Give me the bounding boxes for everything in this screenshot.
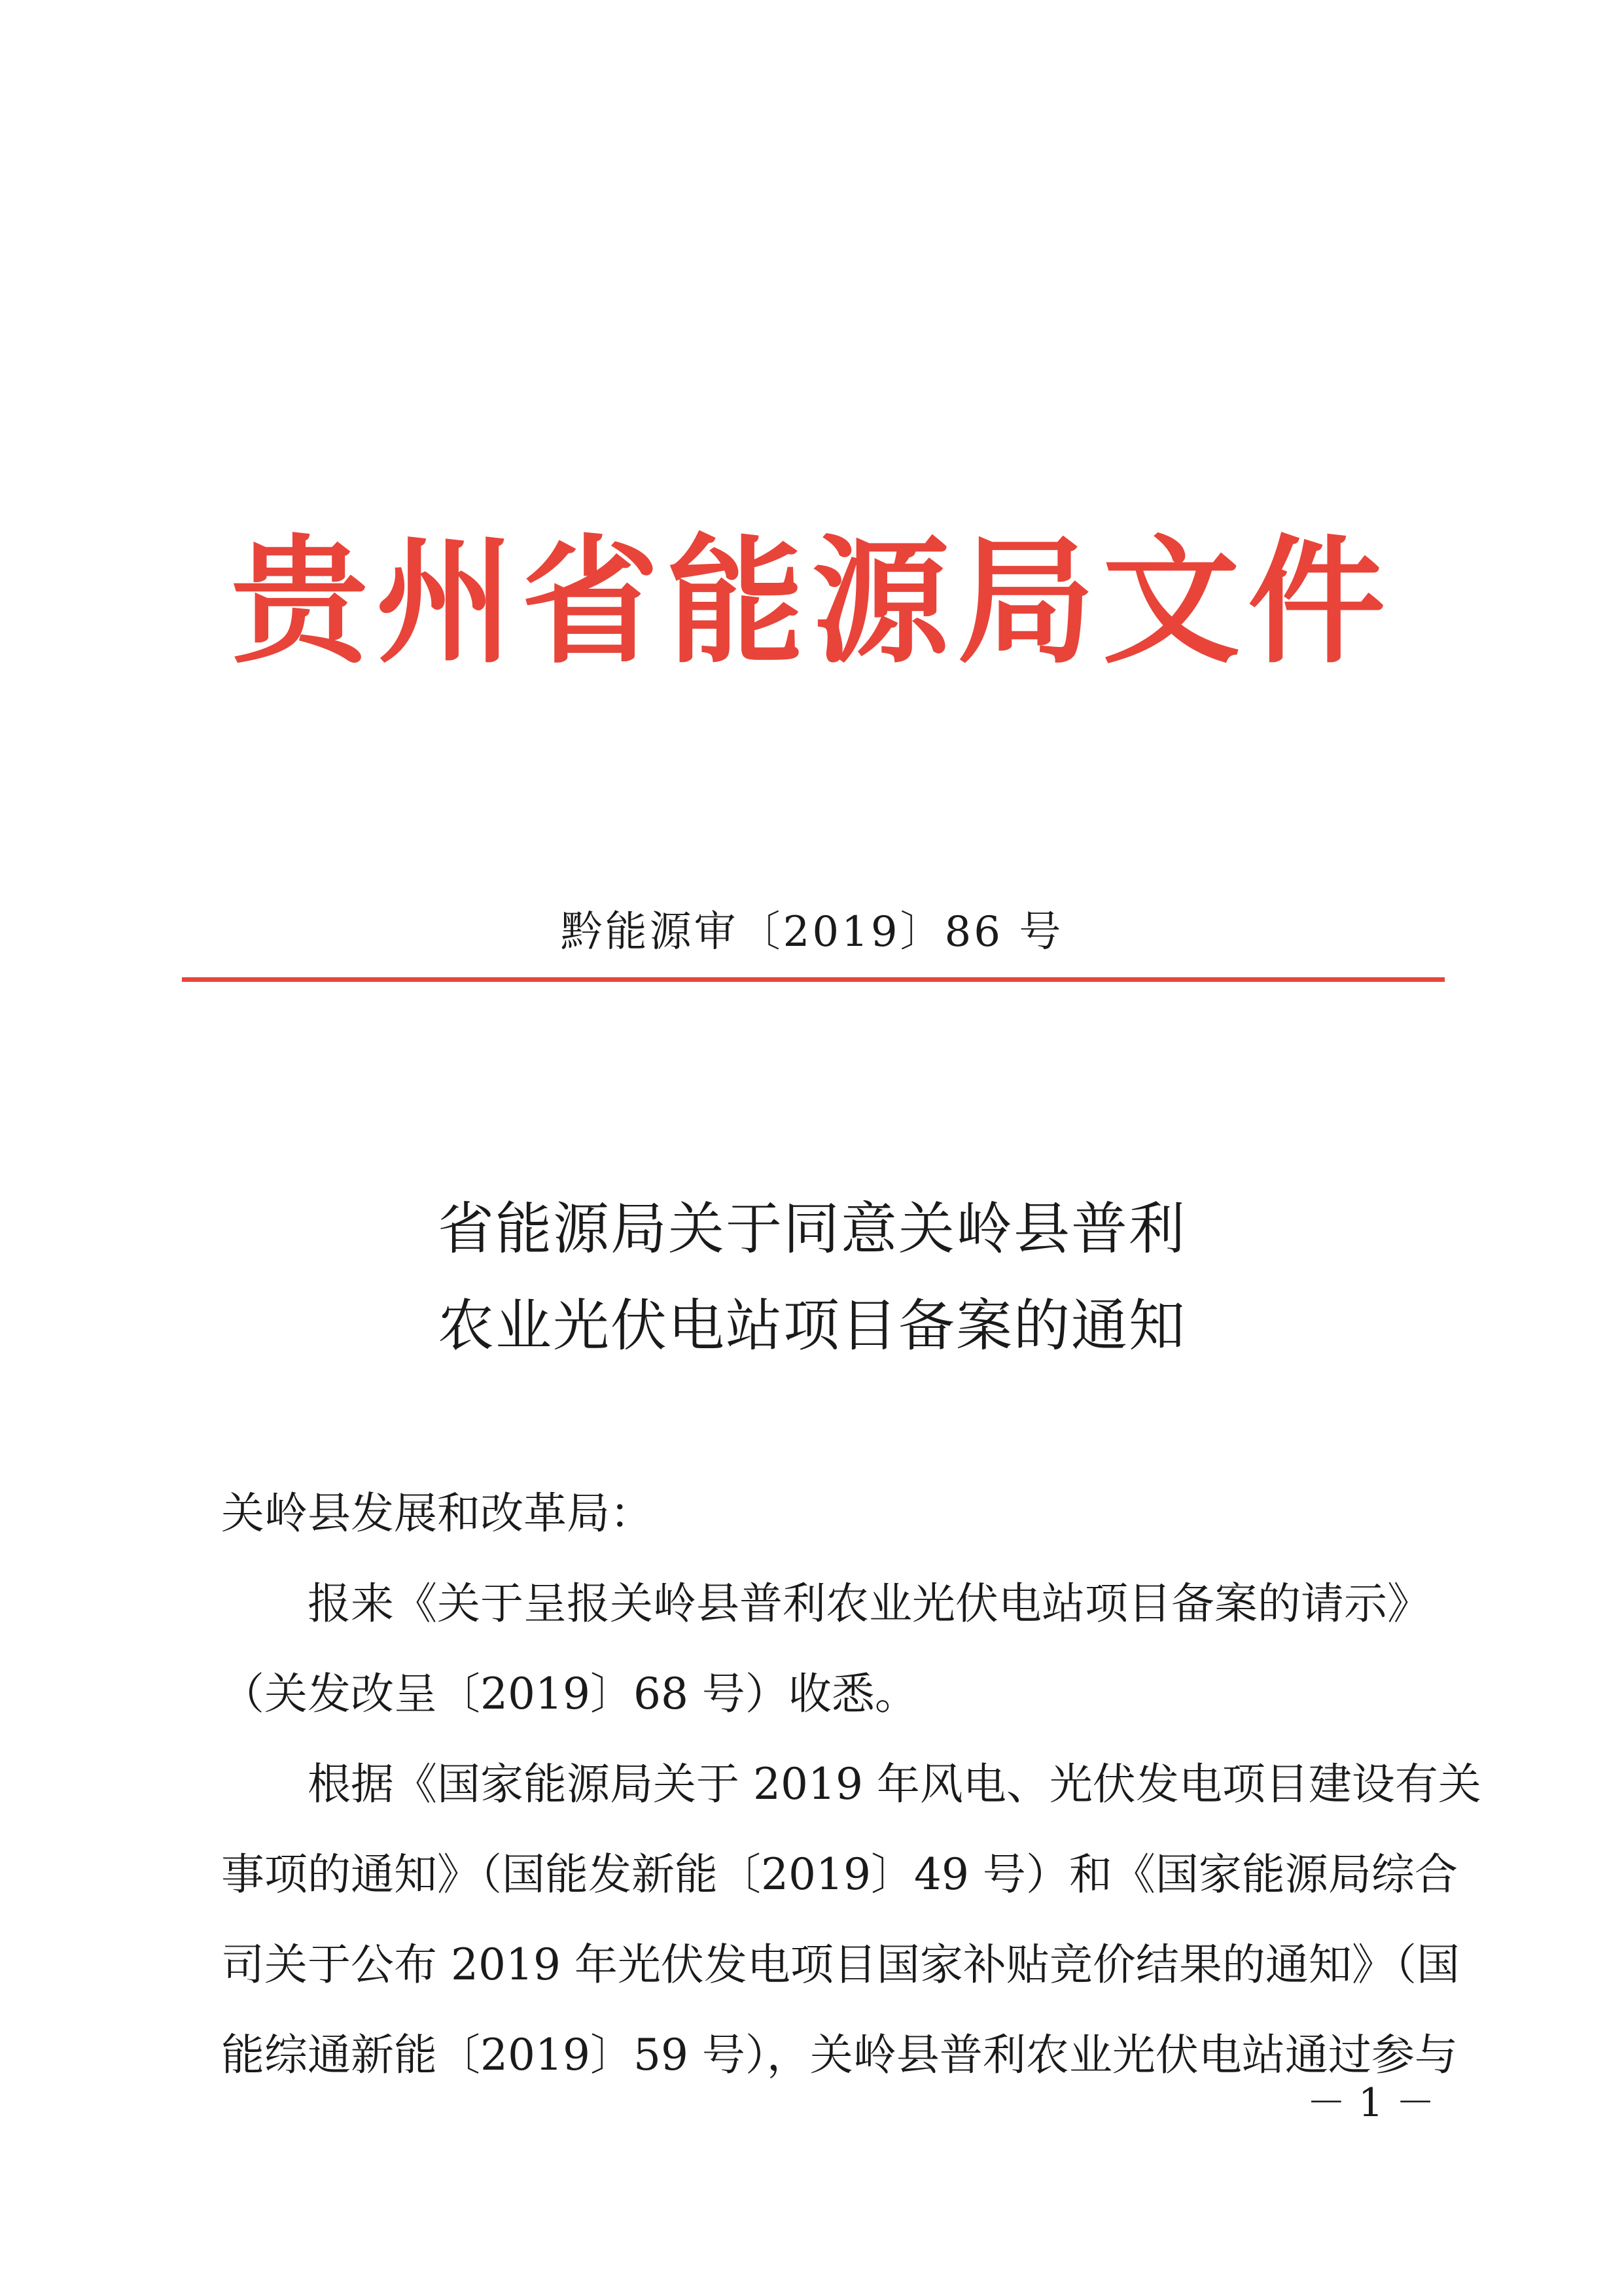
- notice-body: [221, 1469, 1481, 2100]
- notice-title-line-2: 农业光伏电站项目备案的通知: [438, 1293, 1186, 1359]
- body-line-3: 根据《国家能源局关于 2019 年风电、光伏发电项目建设有关: [308, 1759, 1481, 1809]
- notice-title: [0, 1181, 1624, 1374]
- body-line-4: 事项的通知》（国能发新能〔2019〕49 号）和《国家能源局综合: [221, 1849, 1458, 1900]
- body-line-6: 能综通新能〔2019〕59 号），关岭县普利农业光伏电站通过参与: [221, 2030, 1458, 2080]
- page-number: － 1 －: [1306, 2080, 1436, 2126]
- addressee: 关岭县发展和改革局：: [221, 1488, 653, 1539]
- body-line-5: 司关于公布 2019 年光伏发电项目国家补贴竞价结果的通知》（国: [221, 1939, 1460, 1990]
- agency-header-title: 贵州省能源局文件: [230, 521, 1393, 682]
- document-number: 黔能源审〔2019〕86 号: [560, 908, 1064, 956]
- body-line-1: 报来《关于呈报关岭县普利农业光伏电站项目备案的请示》: [308, 1578, 1430, 1629]
- body-line-2: （关发改呈〔2019〕68 号）收悉。: [221, 1669, 918, 1719]
- notice-title-line-1: 省能源局关于同意关岭县普利: [438, 1196, 1186, 1262]
- red-divider-line: [182, 977, 1445, 982]
